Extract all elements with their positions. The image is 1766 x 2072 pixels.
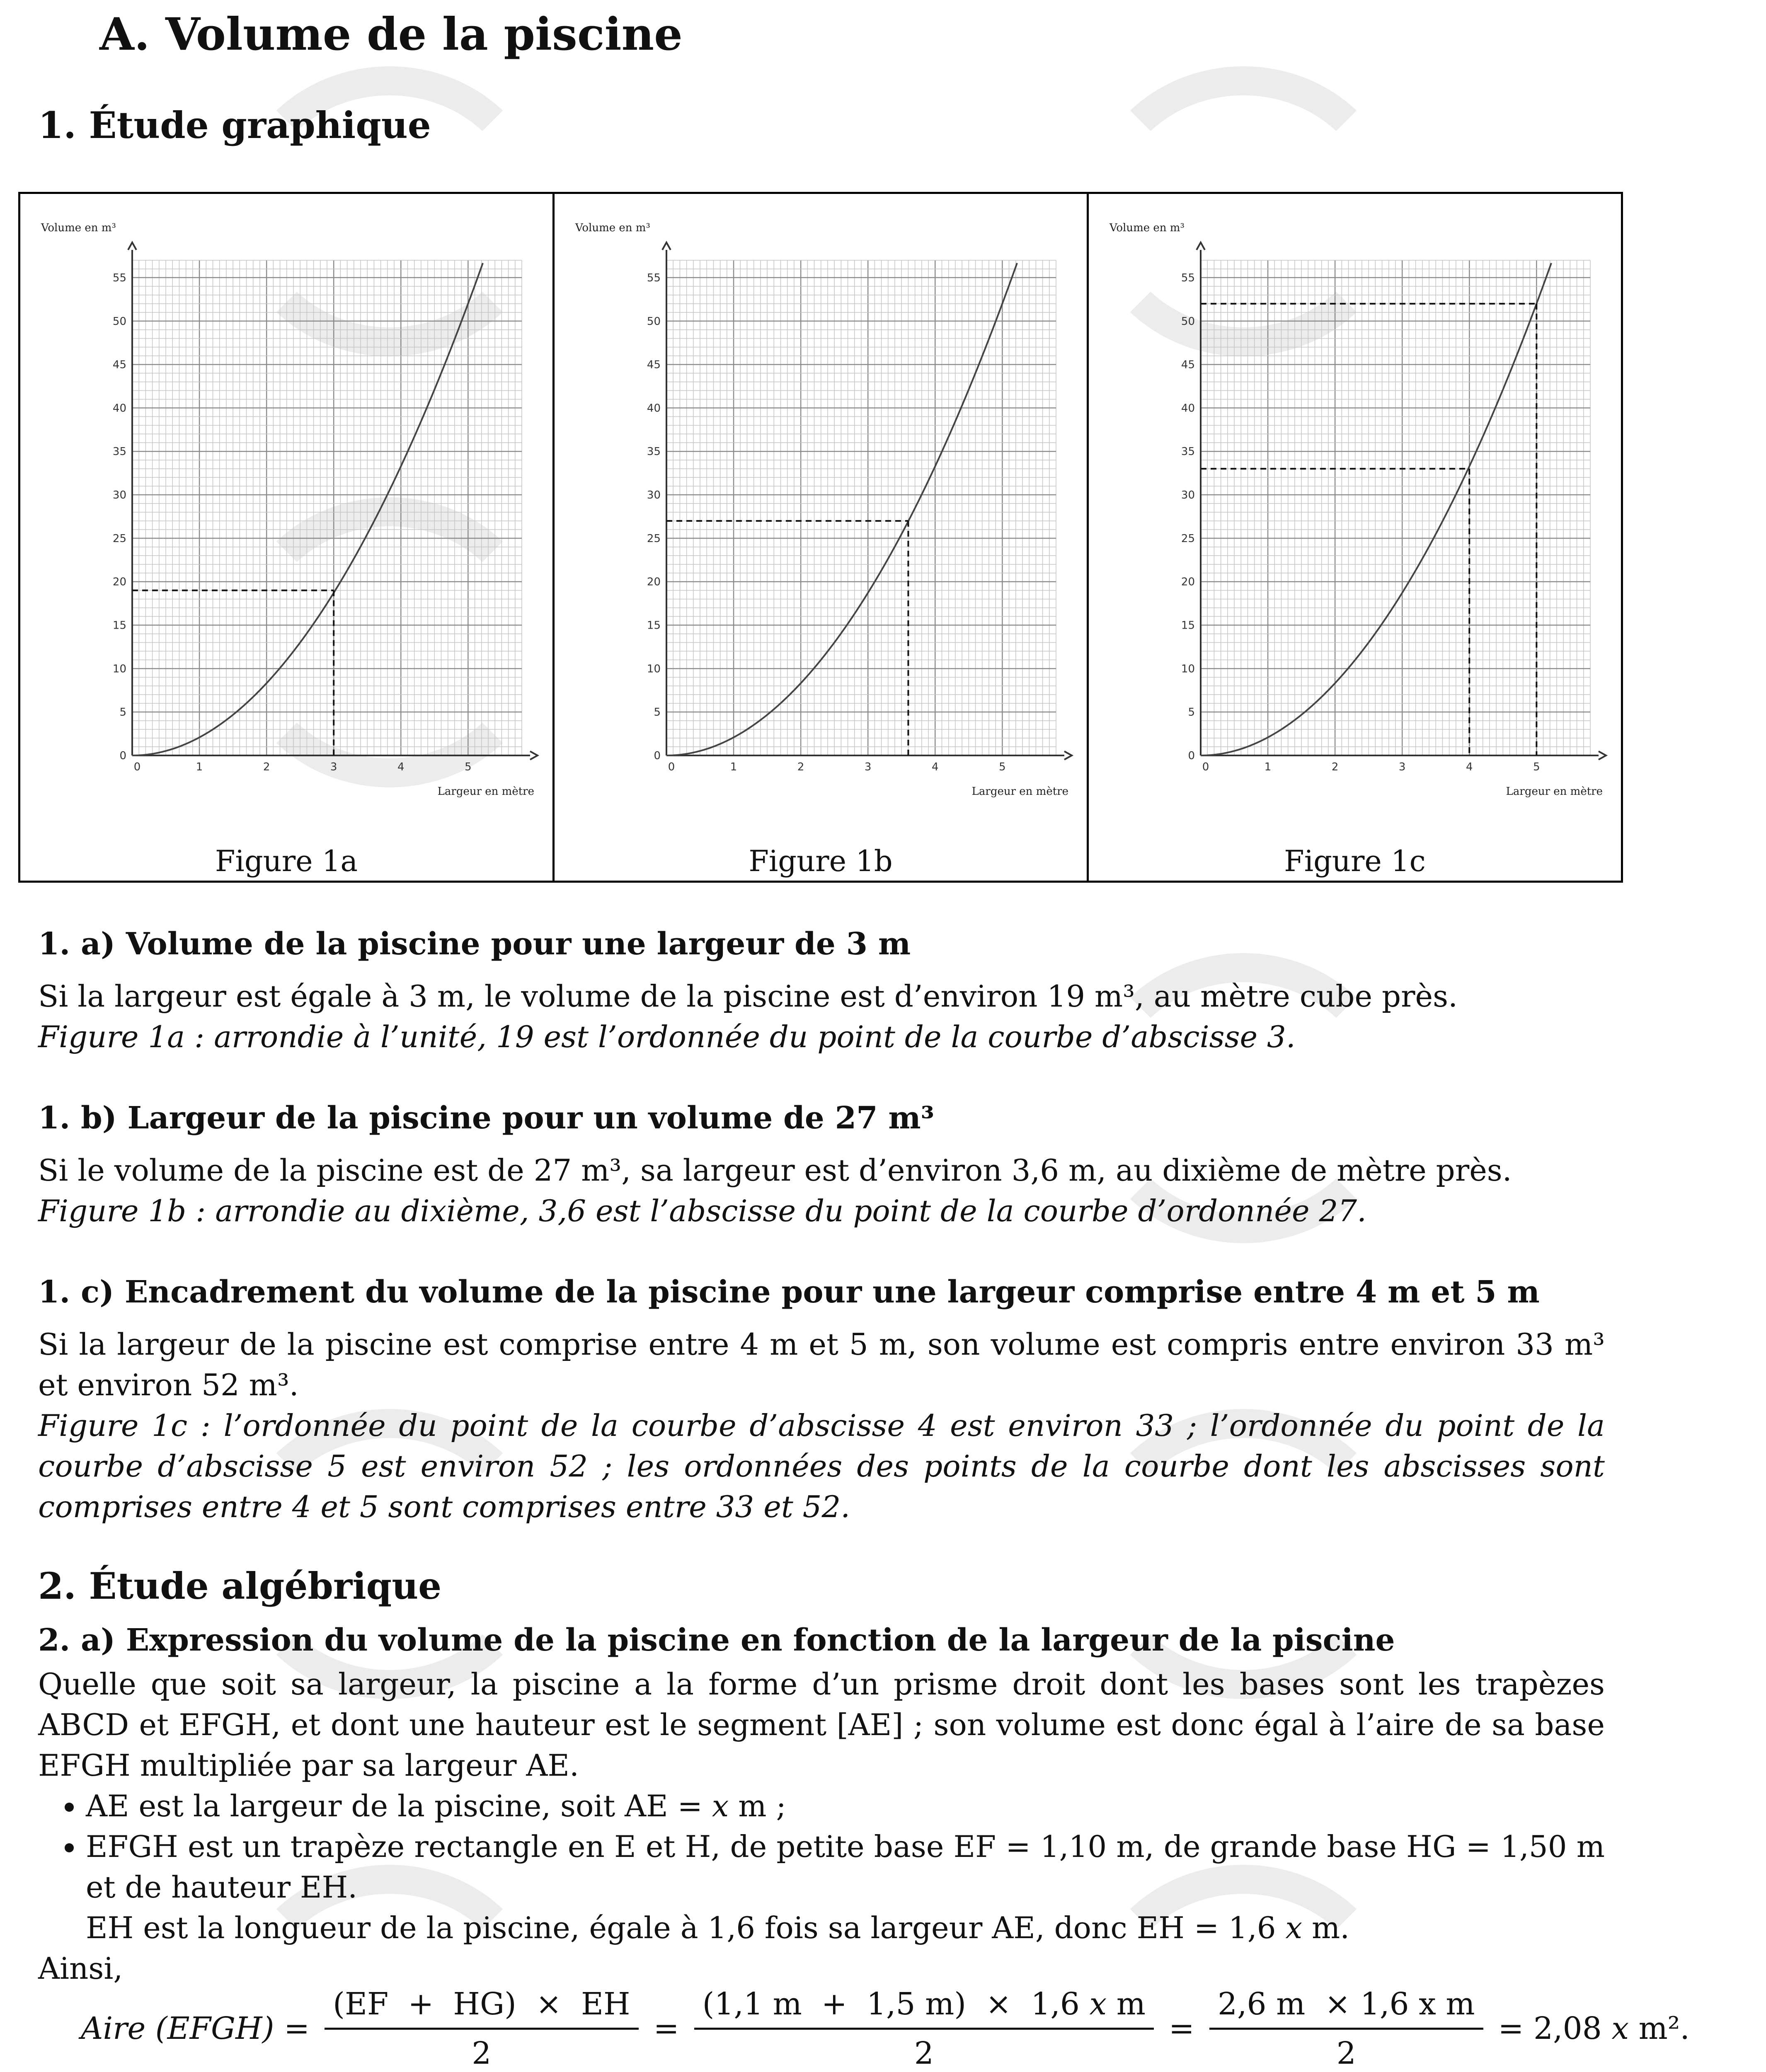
y-tick-label: 5	[654, 706, 661, 719]
fraction-3	[1209, 1986, 1483, 2071]
x-tick-label: 5	[465, 761, 472, 773]
equals-sign: =	[1168, 2011, 1194, 2046]
y-tick-label: 45	[647, 358, 661, 371]
y-tick-label: 35	[112, 445, 126, 458]
x-tick-label: 1	[196, 761, 203, 773]
y-tick-label: 50	[112, 315, 126, 328]
figure-1b	[555, 194, 1089, 881]
x-tick-label: 3	[1398, 761, 1406, 773]
y-axis-label: Volume en m³	[1110, 222, 1185, 234]
ainsi-text: Ainsi,	[38, 1951, 123, 1986]
bullet-item: • AE est la largeur de la piscine, soit AE = 𝑥 m ;	[86, 1786, 1605, 1826]
answer-note: Figure 1c : l’ordonnée du point de la courbe d’abscisse 4 est environ 33 ; l’ordonnée du point de la courbe d’abscisse 5 est environ 52 ; les ordonnées des points de la courbe dont les abscisses sont comprises entre 4 et 5 sont comprises entre 33 et 52.	[38, 1408, 1605, 1524]
answer-text: Quelle que soit sa largeur, la piscine a la forme d’un prisme droit dont les bases sont les trapèzes ABCD et EFGH, et dont une hauteur est le segment [AE] ; son volume est donc égal à l’aire de sa base EFGH multipliée par sa largeur AE.	[38, 1667, 1605, 1783]
section-heading-graphique: 1. Étude graphique	[38, 104, 431, 147]
figure-1a	[20, 194, 555, 881]
y-tick-label: 45	[112, 358, 126, 371]
question-2a-answer	[38, 1664, 1605, 1989]
y-tick-label: 55	[647, 271, 661, 284]
x-axis-arrow	[530, 751, 538, 760]
y-tick-label: 10	[112, 663, 126, 675]
fraction-denominator: 2	[914, 2035, 934, 2071]
answer-note: Figure 1b : arrondie au dixième, 3,6 est l’abscisse du point de la courbe d’ordonnée 27.	[38, 1193, 1366, 1228]
y-tick-label: 0	[1188, 750, 1195, 762]
answer-note: Figure 1a : arrondie à l’unité, 19 est l’ordonnée du point de la courbe d’abscisse 3.	[38, 1019, 1296, 1054]
volume-curve	[132, 263, 483, 755]
bullet-list	[38, 1786, 1605, 1907]
fraction-denominator: 2	[472, 2035, 492, 2071]
x-axis-label: Largeur en mètre	[1506, 785, 1603, 798]
figures-panel	[18, 192, 1623, 883]
y-tick-label: 15	[112, 619, 126, 632]
y-axis-arrow	[662, 242, 671, 250]
y-tick-label: 50	[1181, 315, 1195, 328]
x-tick-label: 3	[864, 761, 872, 773]
question-1a-answer	[38, 976, 1605, 1057]
answer-text: Si le volume de la piscine est de 27 m³, sa largeur est d’environ 3,6 m, au dixième de mètre près.	[38, 1153, 1512, 1188]
area-formula	[81, 1986, 1690, 2071]
y-tick-label: 25	[647, 532, 661, 545]
y-tick-label: 40	[1181, 402, 1195, 415]
equals-sign: =	[653, 2011, 679, 2046]
y-tick-label: 30	[112, 489, 126, 502]
x-tick-label: 2	[263, 761, 270, 773]
y-axis-arrow	[1197, 242, 1205, 250]
y-axis-label: Volume en m³	[575, 222, 650, 234]
x-axis-label: Largeur en mètre	[971, 785, 1068, 798]
x-axis-arrow	[1599, 751, 1606, 760]
y-tick-label: 50	[647, 315, 661, 328]
y-tick-label: 40	[112, 402, 126, 415]
x-axis-label: Largeur en mètre	[437, 785, 534, 798]
fraction-numerator: 2,6 m × 1,6 x m	[1209, 1986, 1483, 2030]
formula-result: = 2,08 𝑥 m².	[1498, 2011, 1690, 2046]
y-tick-label: 55	[1181, 271, 1195, 284]
question-1c-answer	[38, 1324, 1605, 1527]
volume-curve	[666, 263, 1017, 755]
x-tick-label: 0	[668, 761, 675, 773]
answer-text: Si la largeur est égale à 3 m, le volume de la piscine est d’environ 19 m³, au mètre cube près.	[38, 979, 1458, 1014]
fraction-2	[694, 1986, 1154, 2071]
y-tick-label: 15	[1181, 619, 1195, 632]
x-tick-label: 1	[730, 761, 737, 773]
x-tick-label: 2	[1331, 761, 1339, 773]
y-tick-label: 45	[1181, 358, 1195, 371]
x-tick-label: 0	[1202, 761, 1209, 773]
chart-1a	[20, 194, 553, 857]
figure-caption: Figure 1b	[749, 844, 893, 878]
y-axis-arrow	[128, 242, 136, 250]
y-tick-label: 20	[1181, 576, 1195, 588]
y-tick-label: 5	[1188, 706, 1195, 719]
x-axis-arrow	[1064, 751, 1072, 760]
grid	[132, 260, 522, 755]
y-tick-label: 30	[1181, 489, 1195, 502]
y-tick-label: 35	[647, 445, 661, 458]
fraction-denominator: 2	[1336, 2035, 1356, 2071]
chart-1c	[1089, 194, 1621, 857]
question-1a-heading: 1. a) Volume de la piscine pour une largeur de 3 m	[38, 926, 911, 962]
y-tick-label: 20	[647, 576, 661, 588]
y-tick-label: 10	[1181, 663, 1195, 675]
grid	[1201, 260, 1590, 755]
y-tick-label: 25	[1181, 532, 1195, 545]
formula-lhs: Aire (EFGH) =	[81, 2011, 310, 2046]
y-tick-label: 35	[1181, 445, 1195, 458]
chart-1b	[555, 194, 1087, 857]
question-2a-heading: 2. a) Expression du volume de la piscine en fonction de la largeur de la piscine	[38, 1622, 1395, 1658]
x-tick-label: 3	[330, 761, 337, 773]
figure-1c	[1089, 194, 1621, 881]
y-tick-label: 0	[654, 750, 661, 762]
question-1b-heading: 1. b) Largeur de la piscine pour un volume de 27 m³	[38, 1100, 935, 1136]
x-tick-label: 5	[1533, 761, 1540, 773]
bullet-continuation: EH est la longueur de la piscine, égale à 1,6 fois sa largeur AE, donc EH = 1,6 𝑥 m.	[86, 1910, 1350, 1945]
x-tick-label: 2	[797, 761, 804, 773]
grid	[666, 260, 1056, 755]
x-tick-label: 5	[999, 761, 1006, 773]
answer-text: Si la largeur de la piscine est comprise entre 4 m et 5 m, son volume est compris entre environ 33 m³ et environ 52 m³.	[38, 1327, 1605, 1402]
y-tick-label: 25	[112, 532, 126, 545]
x-tick-label: 4	[397, 761, 405, 773]
y-axis-label: Volume en m³	[41, 222, 116, 234]
section-heading-algebrique: 2. Étude algébrique	[38, 1564, 442, 1607]
x-tick-label: 0	[133, 761, 141, 773]
page-title: A. Volume de la piscine	[99, 8, 683, 61]
y-tick-label: 10	[647, 663, 661, 675]
x-tick-label: 4	[932, 761, 939, 773]
volume-curve	[1201, 263, 1551, 755]
y-tick-label: 20	[112, 576, 126, 588]
x-tick-label: 1	[1264, 761, 1272, 773]
y-tick-label: 5	[119, 706, 126, 719]
y-tick-label: 55	[112, 271, 126, 284]
y-tick-label: 15	[647, 619, 661, 632]
fraction-1	[325, 1986, 639, 2071]
y-tick-label: 30	[647, 489, 661, 502]
question-1b-answer	[38, 1150, 1605, 1231]
figure-caption: Figure 1a	[215, 844, 358, 878]
figure-caption: Figure 1c	[1284, 844, 1426, 878]
question-1c-heading: 1. c) Encadrement du volume de la piscine pour une largeur comprise entre 4 m et 5 m	[38, 1274, 1540, 1310]
x-tick-label: 4	[1466, 761, 1473, 773]
fraction-numerator: (EF + HG) × EH	[325, 1986, 639, 2030]
y-tick-label: 40	[647, 402, 661, 415]
y-tick-label: 0	[119, 750, 126, 762]
bullet-item: • EFGH est un trapèze rectangle en E et H, de petite base EF = 1,10 m, de grande base HG = 1,50 m et de hauteur EH.	[86, 1826, 1605, 1907]
fraction-numerator: (1,1 m + 1,5 m) × 1,6 𝑥 m	[694, 1986, 1154, 2030]
